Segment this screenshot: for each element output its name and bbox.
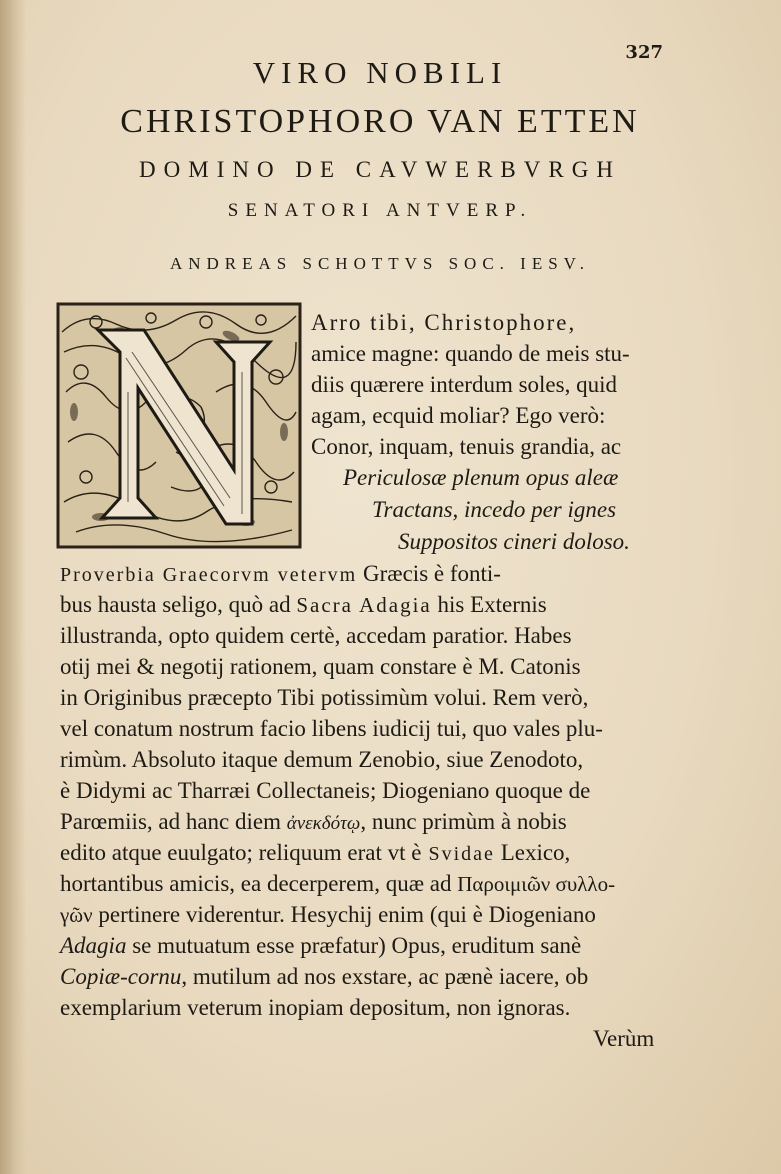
paragraph-line-5: in Originibus præcepto Tibi potissimùm volui. Rem verò, [60, 685, 589, 710]
name-christophore: Christophore, [424, 310, 577, 335]
paragraph-line-2-c: his Externis [431, 592, 547, 617]
text-line-3: diis quærere interdum soles, quid [311, 372, 617, 397]
paragraph-line-14 [60, 963, 588, 991]
paragraph-line-10-b: Lexico, [494, 840, 571, 865]
paragraph-line-2-a: bus hausta seligo, quò ad [60, 592, 297, 617]
greek-anekdoto: ἀνεκδότῳ [286, 813, 361, 834]
copiae-cornu-italic: Copiæ-cornu [60, 964, 182, 989]
text-line-2: amice magne: quando de meis stu- [311, 341, 630, 366]
paragraph-line-15: exemplarium veterum inopiam depositum, non ignoras. [60, 995, 571, 1020]
greek-paroimion: Παροιμιῶν συλλο- [457, 872, 616, 896]
text-line-5: Conor, inquam, tenuis grandia, ac [311, 434, 622, 459]
paragraph-line-10 [60, 839, 570, 868]
paragraph-line-10-a: edito atque euulgato; reliquum erat vt è [60, 840, 422, 865]
page-number: 327 [625, 42, 663, 63]
paragraph-line-11-a: hortantibus amicis, ea decerperem, quæ ad [60, 871, 458, 896]
dedication-heading-line-2: CHRISTOPHORO VAN ETTEN [120, 103, 640, 140]
proverbia-title: Proverbia Graecorvm vetervm [60, 564, 358, 586]
verse-line-1: Periculosæ plenum opus aleæ [343, 465, 619, 490]
paragraph-line-14-b: , mutilum ad nos exstare, ac pænè iacere, ob [181, 964, 589, 989]
dedication-heading-line-3: DOMINO DE CAVWERBVRGH [139, 157, 621, 182]
svidae-name: Svidae [421, 843, 495, 865]
paragraph-line-12 [60, 901, 596, 929]
paragraph-line-8: è Didymi ac Tharræi Collectaneis; Diogeniano quoque de [60, 778, 591, 803]
sacra-adagia: Sacra Adagia [296, 593, 432, 617]
page-gutter-shadow [0, 0, 26, 1174]
paragraph-line-3: illustranda, opto quidem certè, accedam paratior. Habes [60, 623, 572, 648]
dedication-heading-line-1: VIRO NOBILI [252, 55, 508, 90]
paragraph-line-13 [60, 932, 581, 960]
paragraph-line-13-b: se mutuatum esse præfatur) Opus, eruditum sanè [126, 933, 582, 958]
text-line-1 [311, 309, 576, 337]
verse-line-3: Suppositos cineri doloso. [398, 529, 630, 554]
paragraph-line-9-a: Parœmiis, ad hanc diem [60, 809, 287, 834]
paragraph-line-12-b: pertinere viderentur. Hesychij enim (qui è Diogeniano [92, 902, 596, 927]
paragraph-line-9 [60, 808, 567, 838]
paragraph-line-2 [60, 591, 547, 619]
verse-line-2: Tractans, incedo per ignes [372, 497, 617, 522]
author-line: ANDREAS SCHOTTVS SOC. IESV. [169, 254, 591, 273]
paragraph-line-1-rest: Græcis è fonti- [357, 561, 501, 586]
text-line-4: agam, ecquid moliar? Ego verò: [311, 403, 606, 428]
adagia-italic: Adagia [60, 933, 127, 958]
decorated-initial-n-woodcut [56, 302, 302, 549]
dedication-heading-line-4: SENATORI ANTVERP. [227, 200, 533, 221]
paragraph-line-1 [60, 560, 501, 589]
paragraph-line-4: otij mei & negotij rationem, quam constare è M. Catonis [60, 654, 581, 679]
paragraph-line-9-b: , nunc primùm à nobis [360, 809, 567, 834]
paragraph-line-6: vel conatum nostrum facio libens iudicij tui, quo vales plu- [60, 716, 603, 741]
paragraph-line-7: rimùm. Absoluto itaque demum Zenobio, siue Zenodoto, [60, 747, 584, 772]
catchword: Verùm [593, 1026, 655, 1051]
paragraph-line-11 [60, 870, 615, 898]
greek-gon: γῶν [60, 903, 93, 927]
text-line-1-opening: Arro tibi, [311, 310, 425, 335]
